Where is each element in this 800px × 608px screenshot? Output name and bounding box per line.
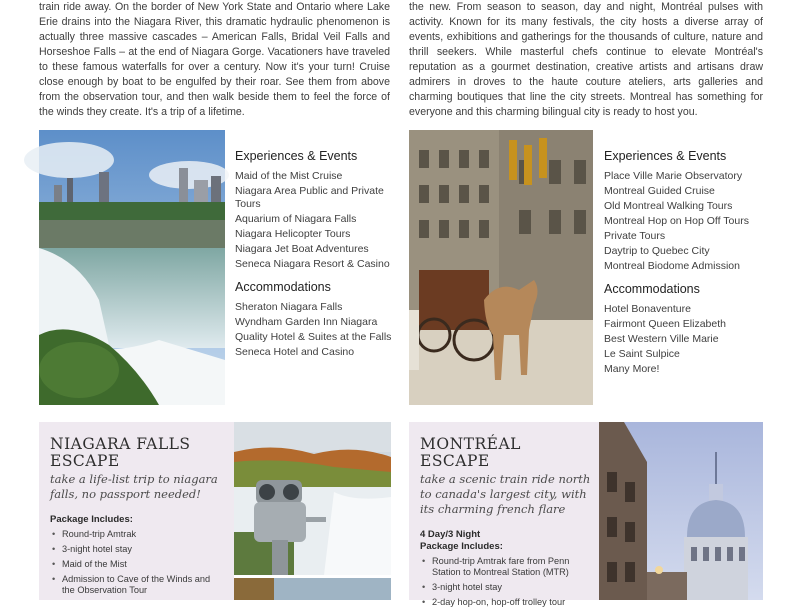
montreal-dome-photo [599, 422, 763, 600]
list-item: • Maid of the Mist [50, 559, 224, 570]
list-item: Hotel Bonaventure [604, 303, 691, 315]
montreal-intro-text: the new. From season to season, day and night, Montréal pulses with activity. Known for its many festivals, the city hosts a diverse array of events, exhibitions and gatherings for the thousands of culture, nature and thrill seekers. While masterful chefs continue to elevate Montréal's reputation as a gourmet destination, creative artists and artisans draw admirers in droves to the haute couture ateliers, arts galleries and charming boutiques that line the city streets. Montreal has something for everyone and this charming bilingual city is ready to host you. [409, 1, 763, 118]
montreal-horse-carriage-photo [409, 130, 593, 405]
list-item: • 3-night hotel stay [50, 544, 224, 555]
tagline-line: to canada's largest city, with [420, 487, 587, 501]
binocular-viewer-photo [234, 422, 391, 575]
package-title-line: ESCAPE [50, 452, 120, 470]
list-item: Le Saint Sulpice [604, 348, 680, 360]
list-item: Seneca Niagara Resort & Casino [235, 258, 390, 270]
montreal-experiences-list [604, 170, 774, 273]
list-item: Private Tours [604, 230, 666, 242]
niagara-intro-text: train ride away. On the border of New York State and Ontario where Lake Erie drains into the Niagara River, this dramatic hydraulic phenomenon is actually three massive cascades – American Falls, Bridal Veil Falls and Horseshoe Falls – at the end of Niagara Gorge. Vacationers have traveled to these famous waterfalls for over a century. Now it's your turn! Cruise close enough by boat to be engulfed by their roar. See them from above from the observation tour, and then walk beside them to feel the force of the winds they create. It's a trip of a lifetime. [39, 1, 390, 118]
niagara-secondary-photo [234, 578, 391, 600]
list-item: Aquarium of Niagara Falls [235, 213, 357, 225]
tagline-line: its charming french flare [420, 502, 566, 516]
list-item: • Admission to Cave of the Winds and the Observation Tour [50, 574, 224, 596]
niagara-package-box [39, 422, 234, 600]
montreal-info [604, 150, 774, 378]
list-item: Montreal Hop on Hop Off Tours [604, 215, 749, 227]
montreal-package-title: MONTRÉAL ESCAPE [420, 435, 521, 470]
montreal-package-tagline [420, 472, 591, 517]
list-item: Wyndham Garden Inn Niagara [235, 316, 378, 328]
list-item: Many More! [604, 363, 660, 375]
list-item: Niagara Area Public and Private Tours [235, 185, 384, 210]
list-item: • 3-night hotel stay [420, 582, 591, 593]
niagara-experiences-title: Experiences & Events [235, 149, 358, 163]
list-item: Maid of the Mist Cruise [235, 170, 343, 182]
list-item: Montreal Biodome Admission [604, 260, 740, 272]
list-item: Quality Hotel & Suites at the Falls [235, 331, 392, 343]
niagara-package-tagline [50, 472, 224, 502]
list-item: Place Ville Marie Observatory [604, 170, 743, 182]
montreal-package-includes-title: Package Includes: [420, 541, 503, 552]
montreal-package-box [409, 422, 599, 607]
niagara-info [235, 150, 400, 361]
tagline-line: falls, no passport needed! [50, 487, 201, 501]
niagara-package-includes-title: Package Includes: [50, 514, 133, 525]
list-item: Daytrip to Quebec City [604, 245, 710, 257]
niagara-falls-photo [39, 130, 225, 405]
list-item: • 2-day hop-on, hop-off trolley tour [420, 597, 591, 608]
tagline-line: take a scenic train ride north [420, 472, 591, 486]
list-item: Niagara Helicopter Tours [235, 228, 351, 240]
montreal-accommodations-list [604, 303, 774, 376]
tagline-line: take a life-list trip to niagara [50, 472, 218, 486]
niagara-experiences-list [235, 170, 400, 271]
niagara-package-title [50, 436, 224, 470]
niagara-package-items [50, 529, 224, 596]
package-title-line: NIAGARA FALLS [50, 435, 191, 453]
list-item: Seneca Hotel and Casino [235, 346, 355, 358]
montreal-package-items [420, 556, 591, 608]
list-item: Montreal Guided Cruise [604, 185, 715, 197]
montreal-package-duration: 4 Day/3 Night [420, 529, 481, 540]
list-item: Niagara Jet Boat Adventures [235, 243, 369, 255]
niagara-accommodations-title: Accommodations [235, 280, 331, 294]
montreal-experiences-title: Experiences & Events [604, 149, 727, 163]
niagara-accommodations-list [235, 301, 400, 359]
list-item: Best Western Ville Marie [604, 333, 719, 345]
montreal-accommodations-title: Accommodations [604, 282, 700, 296]
list-item: • Round-trip Amtrak [50, 529, 224, 540]
list-item: Fairmont Queen Elizabeth [604, 318, 726, 330]
list-item: Old Montreal Walking Tours [604, 200, 733, 212]
list-item: Sheraton Niagara Falls [235, 301, 343, 313]
list-item: • Round-trip Amtrak fare from Penn Station to Montreal Station (MTR) [420, 556, 591, 578]
